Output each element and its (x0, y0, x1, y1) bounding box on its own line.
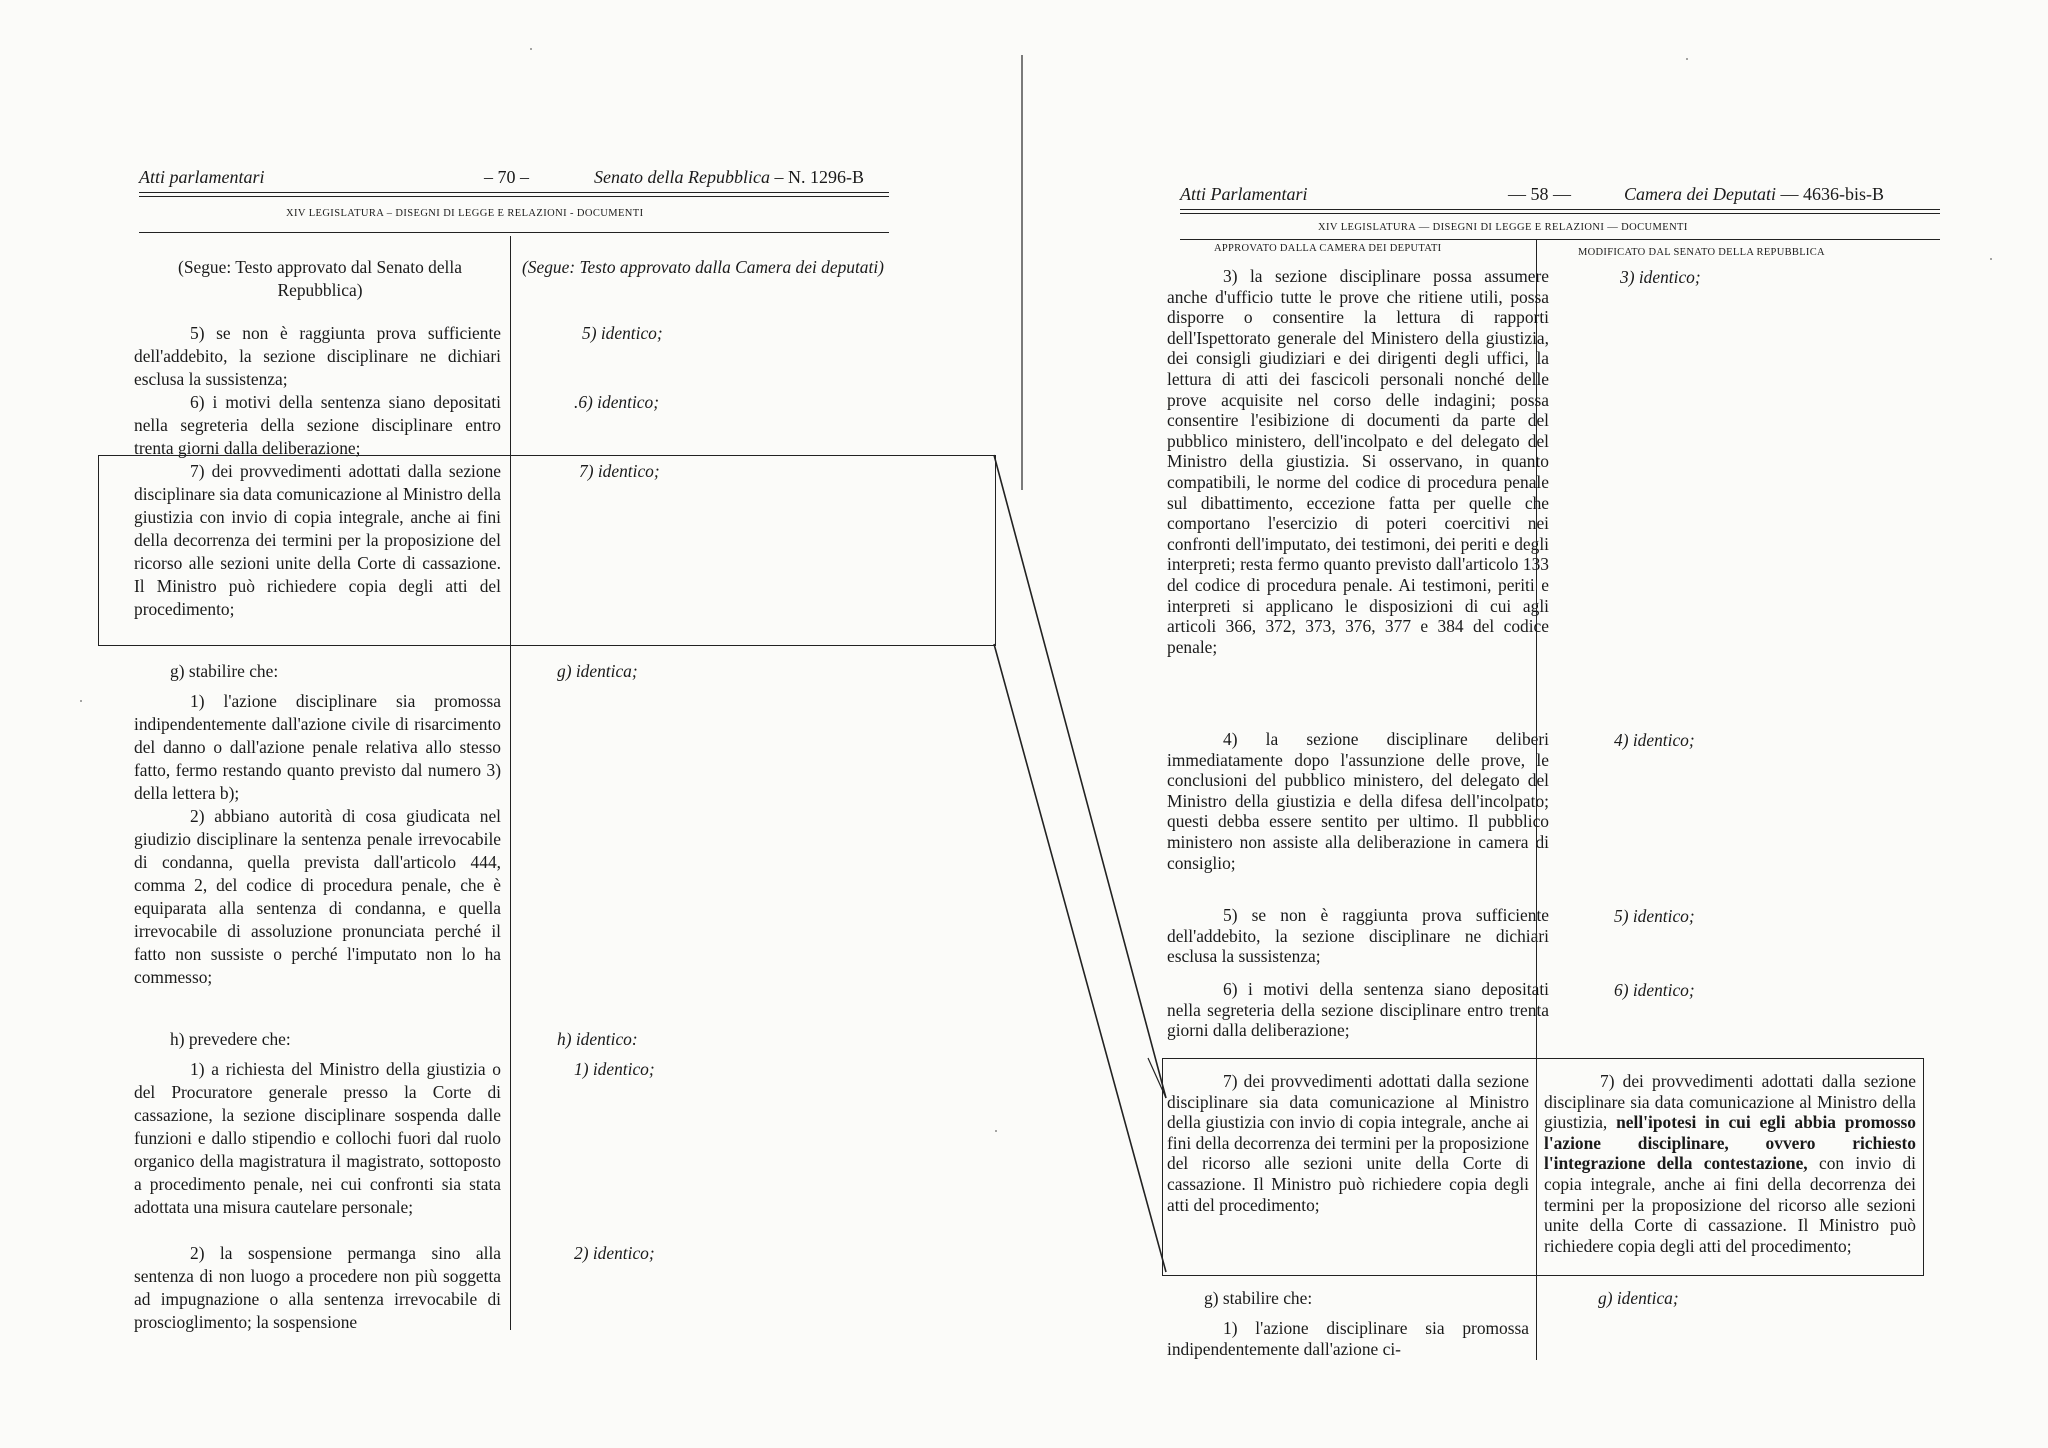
scan-speck (80, 700, 82, 702)
right-column-heading: (Segue: Testo approvato dalla Camera dei deputati) (522, 257, 884, 277)
p7-mod-bold-insert: nell'ipotesi in cui egli abbia promosso l'azione disciplinare, ovvero richiesto l'integrazione della contestazione, (1544, 1112, 1916, 1174)
paragraph-3: 3) la sezione disciplinare possa assumere anche d'ufficio tutte le prove che ritiene utili, possa disporre o consentire la lettura di rapporti dell'Ispettorato generale del Ministero della giustizia, dei consigli giudiziari e dei dirigenti degli uffici, la lettura di atti dei fascicoli personali nonché delle prove acquisite nel corso delle indagini; possa consentire l'esibizione di documenti da parte del pubblico ministero, dell'incolpato e del delegato del Ministro della giustizia. Si osservano, in quanto compatibili, le norme del codice di procedura penale sul dibattimento, eccezione fatta per quelle che comportano l'esercizio di poteri coercitivi nei confronti dell'imputato, dei testimoni, dei periti e degli interpreti; resta fermo quanto previsto dall'articolo 133 del codice di procedura penale. Ai testimoni, periti e interpreti si applicano le disposizioni di cui agli articoli 366, 372, 373, 376, 377 e 384 del codice penale; (1167, 266, 1549, 657)
header-rule (139, 192, 889, 197)
letter-h-text: h) prevedere che: (170, 1029, 291, 1049)
page-number: – 70 – (484, 167, 529, 187)
scan-speck (995, 1130, 997, 1132)
header-right-title: Camera dei Deputati (1624, 184, 1776, 204)
letter-g-text: g) stabilire che: (1204, 1288, 1313, 1308)
header-right-number: — 4636-bis-B (1780, 184, 1884, 204)
paragraph-4: 4) la sezione disciplinare deliberi immediatamente dopo l'assunzione delle prove, le conclusioni del pubblico ministero, del delegato del Ministro della giustizia e della difesa dell'incolpato; questi debba essere sentito per ultimo. Il pubblico ministero non assiste alla deliberazione in camera di consiglio; (1167, 729, 1549, 873)
letter-g-identica: g) identica; (1598, 1288, 1679, 1308)
paragraph-h2-identico: 2) identico; (574, 1243, 655, 1263)
right-page (1010, 0, 2048, 1448)
column-head-senato: MODIFICATO DAL SENATO DELLA REPUBBLICA (1578, 247, 1825, 258)
paragraph-h2: 2) la sospensione permanga sino alla sentenza di non luogo a procedere non più soggetta ad impugnazione o alla sentenza irrevocabile di proscioglimento; la sospensione (134, 1243, 501, 1332)
paragraph-5-identico: 5) identico; (582, 323, 663, 343)
col-head-left-text: (Segue: Testo approvato dal Senato della Repubblica) (178, 257, 462, 300)
paragraph-7: 7) dei provvedimenti adottati dalla sezione disciplinare sia data comunicazione al Ministro della giustizia con invio di copia integrale, anche ai fini della decorrenza dei termini per la proposizione del ricorso alle sezioni unite della Corte di cassazione. Il Ministro può richiedere copia degli atti del procedimento; (1167, 1071, 1529, 1215)
column-head-camera: APPROVATO DALLA CAMERA DEI DEPUTATI (1214, 243, 1442, 254)
legislature-rule (1180, 239, 1940, 240)
header-right (594, 167, 864, 188)
legislature-line: XIV LEGISLATURA – DISEGNI DI LEGGE E RELAZIONI - DOCUMENTI (286, 208, 644, 219)
paragraph-7-identico: 7) identico; (579, 461, 660, 481)
paragraph-h1: 1) a richiesta del Ministro della giustizia o del Procuratore generale presso la Corte di cassazione, la sezione disciplinare sospenda dalle funzioni e dallo stipendio e collochi fuori dal ruolo organico della magistratura il magistrato, sottoposto a procedimento penale, nei cui confronti sia stata adottata una misura cautelare personale; (134, 1059, 501, 1217)
letter-g-heading (170, 660, 278, 683)
paragraph-h1-identico: 1) identico; (574, 1059, 655, 1079)
page-number: — 58 — (1508, 184, 1571, 204)
column-divider (510, 236, 511, 1330)
paragraph-6: 6) i motivi della sentenza siano depositati nella segreteria della sezione disciplinare entro trenta giorni dalla deliberazione; (134, 392, 501, 458)
p7-mod-part-a: 7) dei provvedimenti adottati dalla sezione disciplinare sia data comunicazione al Ministro della giustizia, (1544, 1071, 1916, 1133)
paragraph-6-identico: .6) identico; (574, 392, 659, 412)
letter-g-identica: g) identica; (557, 661, 638, 681)
paragraph-6: 6) i motivi della sentenza siano depositati nella segreteria della sezione disciplinare entro trenta giorni dalla deliberazione; (1167, 979, 1549, 1041)
legislature-line: XIV LEGISLATURA — DISEGNI DI LEGGE E RELAZIONI — DOCUMENTI (1318, 222, 1688, 233)
left-page (0, 0, 1010, 1448)
paragraph-g1: 1) l'azione disciplinare sia promossa indipendentemente dall'azione civile di risarcimento del danno o dall'azione penale relativa allo stesso fatto, fermo restando quanto previsto dal numero 3) della lettera b); (134, 691, 501, 803)
legislature-rule (139, 232, 889, 233)
paragraph-g1: 1) l'azione disciplinare sia promossa indipendentemente dall'azione ci- (1167, 1318, 1529, 1359)
letter-g-heading (1204, 1287, 1312, 1310)
paragraph-7-modificato (1544, 1071, 1916, 1256)
paragraph-7: 7) dei provvedimenti adottati dalla sezione disciplinare sia data comunicazione al Ministro della giustizia con invio di copia integrale, anche ai fini della decorrenza dei termini per la proposizione del ricorso alle sezioni unite della Corte di cassazione. Il Ministro può richiedere copia degli atti del procedimento; (134, 461, 502, 619)
scan-speck (1990, 258, 1992, 260)
letter-g-text: g) stabilire che: (170, 661, 279, 681)
paragraph-4-identico: 4) identico; (1614, 730, 1695, 750)
paragraph-g2: 2) abbiano autorità di cosa giudicata nel giudizio disciplinare la sentenza penale irrevocabile di condanna, quella prevista dall'articolo 444, comma 2, del codice di procedura penale, che è equiparata alla sentenza di condanna, e quella irrevocabile di assoluzione pronunciata perché il fatto non sussiste o perché l'imputato non lo ha commesso; (134, 806, 501, 987)
letter-h-identico: h) identico: (557, 1029, 638, 1049)
paragraph-5: 5) se non è raggiunta prova sufficiente dell'addebito, la sezione disciplinare ne dichiari esclusa la sussistenza; (134, 323, 501, 389)
header-right (1624, 184, 1884, 205)
scan-speck (530, 48, 532, 50)
header-rule (1180, 209, 1940, 214)
paragraph-5-identico: 5) identico; (1614, 906, 1695, 926)
header-right-number: – N. 1296-B (774, 167, 864, 187)
p7-mod-part-b: con invio di copia integrale, anche ai fini della decorrenza dei termini per la proposizione del ricorso alle sezioni unite della Corte di cassazione. Il Ministro può richiedere copia degli atti del procedimento; (1544, 1153, 1917, 1256)
paragraph-6-identico: 6) identico; (1614, 980, 1695, 1000)
header-left: Atti Parlamentari (1180, 184, 1308, 204)
paragraph-5: 5) se non è raggiunta prova sufficiente dell'addebito, la sezione disciplinare ne dichiari esclusa la sussistenza; (1167, 905, 1549, 967)
header-right-title: Senato della Repubblica (594, 167, 770, 187)
letter-h-heading (170, 1028, 291, 1051)
scan-speck (1686, 58, 1688, 60)
header-left: Atti parlamentari (139, 167, 265, 187)
left-column-heading (139, 256, 501, 302)
paragraph-3-identico: 3) identico; (1620, 267, 1701, 287)
